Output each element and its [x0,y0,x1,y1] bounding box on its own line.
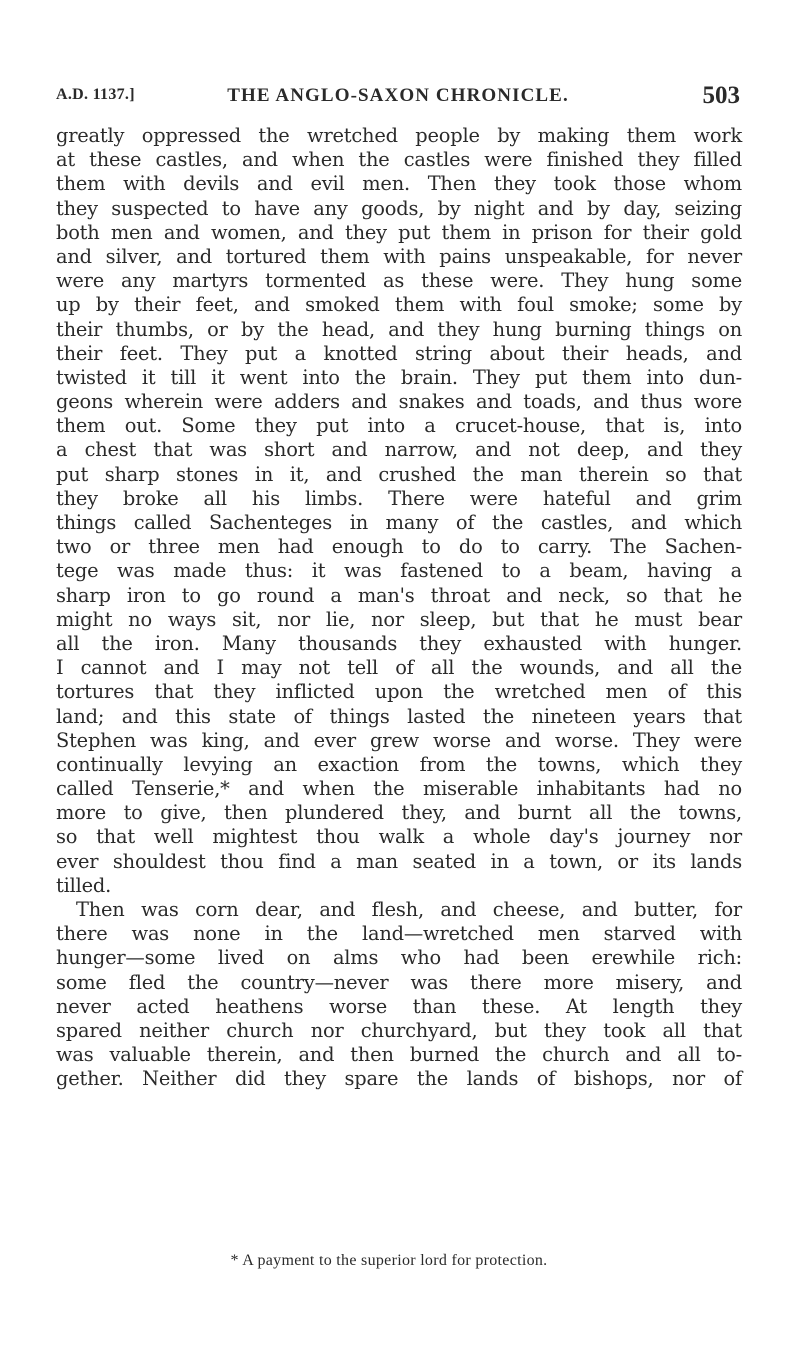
running-head-title: THE ANGLO-SAXON CHRONICLE. [227,85,569,106]
text-line: ever shouldest thou find a man seated in a town, or its lands [56,849,742,873]
text-line: Stephen was king, and ever grew worse and worse. They were [56,728,742,752]
text-line: continually levying an exaction from the towns, which they [56,752,742,776]
text-line: never acted heathens worse than these. At length they [56,994,742,1018]
text-line: were any martyrs tormented as these were. They hung some [56,269,742,293]
text-line: so that well mightest thou walk a whole day's journey nor [56,825,742,849]
text-line: Then was corn dear, and flesh, and cheese, and butter, for [76,898,742,921]
text-line: hunger—some lived on alms who had been erewhile rich: [56,946,742,970]
footnote: * A payment to the superior lord for protection. [230,1252,548,1269]
text-line: put sharp stones in it, and crushed the man therein so that [56,462,742,486]
text-line: tortures that they inflicted upon the wretched men of this [56,680,742,704]
text-line: all the iron. Many thousands they exhausted with hunger. [56,631,742,655]
text-line: more to give, then plundered they, and burnt all the towns, [56,801,742,825]
page-number: 503 [702,82,740,109]
text-line: two or three men had enough to do to carry. The Sachen- [56,535,742,559]
text-line: things called Sachenteges in many of the castles, and which [56,511,742,534]
text-line: gether. Neither did they spare the lands of bishops, nor of [56,1067,742,1091]
text-line: spared neither church nor churchyard, but they took all that [56,1018,742,1042]
text-line: was valuable therein, and then burned the church and all to- [56,1043,742,1067]
text-line: them with devils and evil men. Then they took those whom [56,172,742,196]
text-line: I cannot and I may not tell of all the wounds, and all the [56,656,742,680]
text-line: they broke all his limbs. There were hateful and grim [56,486,742,510]
text-line: geons wherein were adders and snakes and toads, and thus wore [56,390,742,414]
text-line: they suspected to have any goods, by night and by day, seizing [56,196,742,220]
text-line: called Tenserie,* and when the miserable inhabitants had no [56,777,742,801]
text-line: their thumbs, or by the head, and they hung burning things on [56,317,742,341]
text-line: tege was made thus: it was fastened to a beam, having a [56,559,742,583]
text-line: tilled. [56,873,112,897]
text-line: greatly oppressed the wretched people by making them work [56,124,742,147]
text-line: there was none in the land—wretched men starved with [56,922,742,946]
text-line: their feet. They put a knotted string about their heads, and [56,341,742,365]
text-line: both men and women, and they put them in prison for their gold [56,220,742,244]
text-line: at these castles, and when the castles were finished they filled [56,148,742,172]
text-line: land; and this state of things lasted the nineteen years that [56,704,742,728]
running-head [56,82,740,112]
text-line: twisted it till it went into the brain. They put them into dun- [56,365,742,389]
text-line: sharp iron to go round a man's throat and neck, so that he [56,583,742,607]
text-line: might no ways sit, nor lie, nor sleep, but that he must bear [56,607,742,631]
text-line: them out. Some they put into a crucet-house, that is, into [56,414,742,438]
text-line: a chest that was short and narrow, and not deep, and they [56,438,742,462]
text-line: and silver, and tortured them with pains unspeakable, for never [56,244,742,268]
text-line: some fled the country—never was there more misery, and [56,970,742,994]
running-head-date: A.D. 1137.] [56,86,135,103]
body-text [56,124,742,1092]
text-line: up by their feet, and smoked them with foul smoke; some by [56,293,742,317]
